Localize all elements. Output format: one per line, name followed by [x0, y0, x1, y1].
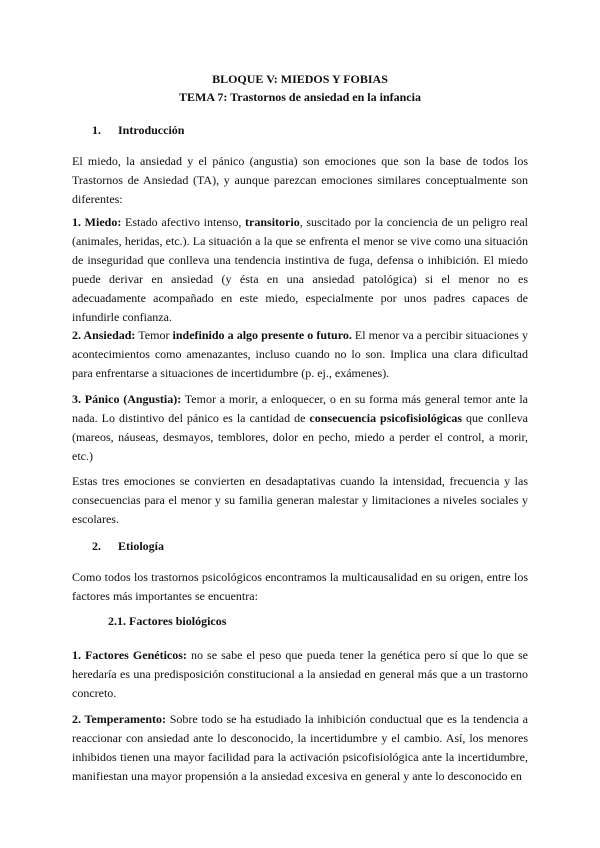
section-heading-etiologia [92, 537, 164, 556]
geneticos-label: 1. Factores Genéticos: [72, 648, 187, 662]
miedo-text-1: Estado afectivo intenso, [121, 215, 246, 229]
panico-bold-term: consecuencia psicofisiológicas [309, 411, 463, 425]
geneticos-paragraph [72, 646, 528, 703]
geneticos-text: no se sabe el peso que pueda tener la genética pero sí que lo que se heredaría es una predisposición constitucional a la ansiedad en general más que a un trastorno concreto. [72, 648, 528, 700]
miedo-bold-term: transitorio [245, 215, 300, 229]
section-number: 1. [92, 123, 101, 137]
ansiedad-bold-term: indefinido a algo presente o futuro. [172, 328, 352, 342]
panico-text-1: Temor a morir, a enloquecer, o en su forma más general temor ante la nada. Lo distintivo del pánico es la cantidad de [72, 392, 528, 425]
document-subtitle: TEMA 7: Trastornos de ansiedad en la infancia [179, 90, 421, 104]
panico-paragraph [72, 390, 528, 466]
temperamento-text: Sobre todo se ha estudiado la inhibición conductual que es la tendencia a reaccionar con ansiedad ante lo desconocido, la incertidumbre y el cambio. Así, los menores inhibidos tienen una mayor facilidad para la activación psicofisiológica ante la incertidumbre, manifiestan una mayor propensión a la ansiedad excesiva en general y ante lo desconocido en [72, 712, 528, 783]
document-title: BLOQUE V: MIEDOS Y FOBIAS [212, 72, 388, 86]
section-heading-introduccion [92, 121, 184, 140]
miedo-text-2: , suscitado por la conciencia de un peligro real (animales, heridas, etc.). La situación a la que se enfrenta el menor se vive como una situación de inseguridad que conlleva una tendencia instintiva de fuga, defensa o inhibición. El miedo puede derivar en ansiedad (y ésta en una ansiedad patológica) si el menor no es adecuadamente acompañado en este miedo, especialmente por unos padres capaces de infundirle confianza. [72, 215, 529, 324]
ansiedad-text-1: Temor [135, 328, 173, 342]
temperamento-paragraph [72, 710, 528, 786]
section-title: Etiología [118, 539, 165, 553]
ansiedad-text-2: El menor va a percibir situaciones y acontecimientos como amenazantes, incluso cuando no lo son. Implica una clara dificultad para enfrentarse a situaciones de incertidumbre (p. ej., exámenes). [72, 328, 529, 380]
etiologia-intro-paragraph: Como todos los trastornos psicológicos encontramos la multicausalidad en su origen, entre los factores más importantes se encuentra: [72, 570, 528, 603]
subsection-heading-factores-biologicos: 2.1. Factores biológicos [108, 614, 227, 628]
intro-paragraph: El miedo, la ansiedad y el pánico (angustia) son emociones que son la base de todos los Trastornos de Ansiedad (TA), y aunque parezcan emociones similares conceptualmente son diferentes: [72, 154, 528, 206]
panico-label: 3. Pánico (Angustia): [72, 392, 182, 406]
ansiedad-label: 2. Ansiedad: [72, 328, 136, 342]
miedo-label: 1. Miedo: [72, 215, 122, 229]
desadaptativas-paragraph: Estas tres emociones se convierten en desadaptativas cuando la intensidad, frecuencia y las consecuencias para el menor y su familia generan malestar y limitaciones a niveles sociales y escolares. [72, 474, 528, 526]
section-title: Introducción [118, 123, 185, 137]
panico-text-2: que conlleva (mareos, náuseas, desmayos, temblores, dolor en pecho, miedo a perder el control, a morir, etc.) [72, 411, 528, 463]
temperamento-label: 2. Temperamento: [72, 712, 167, 726]
miedo-paragraph [72, 213, 528, 327]
section-number: 2. [92, 539, 101, 553]
ansiedad-paragraph [72, 326, 528, 383]
